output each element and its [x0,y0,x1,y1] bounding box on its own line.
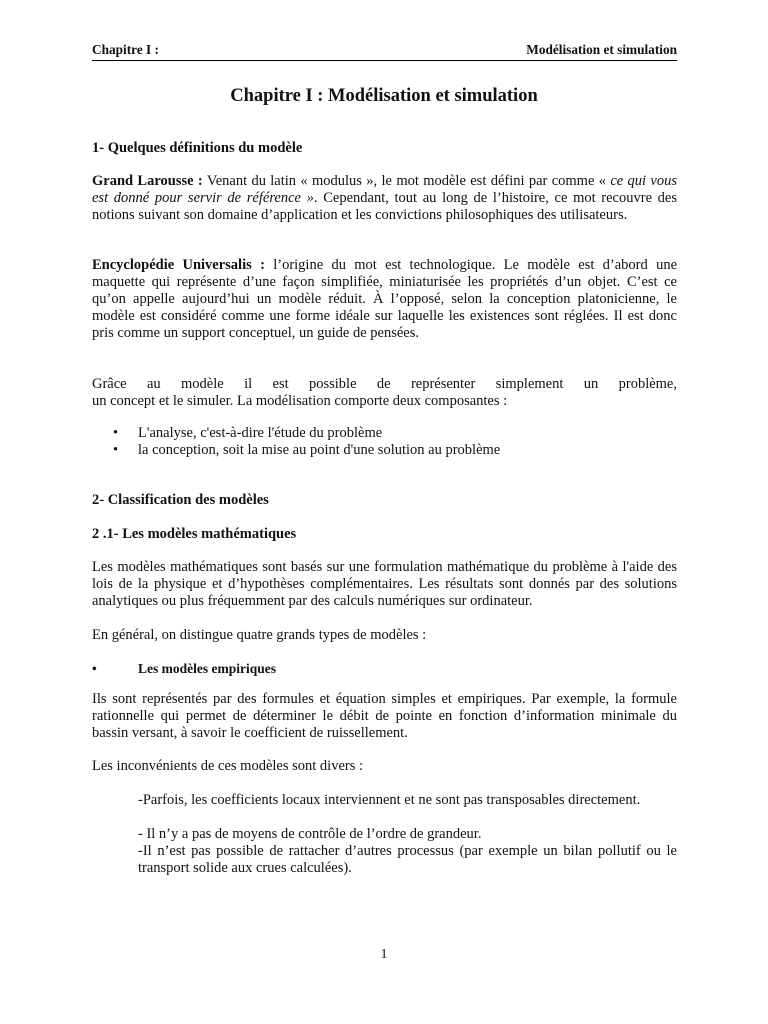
larousse-italic-quote: ce qui vous est donné pour servir de référence » [92,173,677,206]
paragraph-grace-line-1: Grâce au modèle il est possible de représenter simplement un problème, [92,376,677,392]
running-header [92,42,677,61]
larousse-text-2: . Cependant, tout au long de l’histoire, ce mot recouvre des notions suivant son domaine d’application et les convictions philosophiques des utilisateurs. [92,190,678,223]
paragraph-universalis [92,257,677,342]
paragraph-empirical: Ils sont représentés par des formules et équation simples et empiriques. Par exemple, la formule rationnelle qui permet de déterminer le débit de pointe en fonction d’information minimale du bassin versant, à savoir le coefficient de ruissellement. [92,691,677,741]
page-number: 1 [380,947,388,962]
paragraph-larousse [92,173,677,224]
header-topic: Modélisation et simulation [526,42,677,57]
list-item-text: L'analyse, c'est-à-dire l'étude du problème [138,425,383,441]
bullet-icon: • [113,425,119,441]
list-item-text: la conception, soit la mise au point d'une solution au problème [138,442,501,458]
paragraph-grace-line-2: un concept et le simuler. La modélisation comporte deux composantes : [92,393,508,409]
universalis-label: Encyclopédie Universalis : [92,257,265,273]
paragraph-math-models: Les modèles mathématiques sont basés sur une formulation mathématique du problème à l'aide des lois de la physique et d’hypothèses complémentaires. Les résultats sont donnés par des solutions analytiques ou plus fréquemment par des calculs numériques sur ordinateur. [92,559,677,609]
page-title: Chapitre I : Modélisation et simulation [230,86,538,106]
bullet-icon: • [113,442,119,458]
larousse-text-1: Venant du latin « modulus », le mot modèle est défini par comme « [202,173,611,189]
subsection-heading-2-1: 2 .1- Les modèles mathématiques [92,526,297,542]
bullet-icon: • [92,661,97,676]
section-heading-1: 1- Quelques définitions du modèle [92,140,303,156]
drawback-1: -Parfois, les coefficients locaux interviennent et ne sont pas transposables directement. [138,792,641,808]
header-chapter: Chapitre I : [92,42,159,57]
paragraph-general: En général, on distingue quatre grands types de modèles : [92,627,427,643]
universalis-text: l’origine du mot est technologique. Le modèle est d’abord une maquette qui représente d’une façon simplifiée, miniaturisée les propriétés d’un objet. C’est ce qu’on appelle aujourd’hui un modèle réduit. À l’opposé, selon la conception platonicienne, le modèle est considéré comme une forme idéale sur laquelle les existences sont réglées. Il est donc pris comme un support conceptuel, un guide de pensées. [92,257,677,341]
drawback-3: -Il n’est pas possible de rattacher d’autres processus (par exemple un bilan pollutif ou le transport solide aux crues calculées). [138,843,677,876]
section-heading-2: 2- Classification des modèles [92,492,269,508]
empirical-heading: Les modèles empiriques [138,661,276,676]
paragraph-drawbacks-intro: Les inconvénients de ces modèles sont divers : [92,758,364,774]
larousse-label: Grand Larousse : [92,173,203,189]
drawback-2: - Il n’y a pas de moyens de contrôle de l’ordre de grandeur. [138,826,482,842]
